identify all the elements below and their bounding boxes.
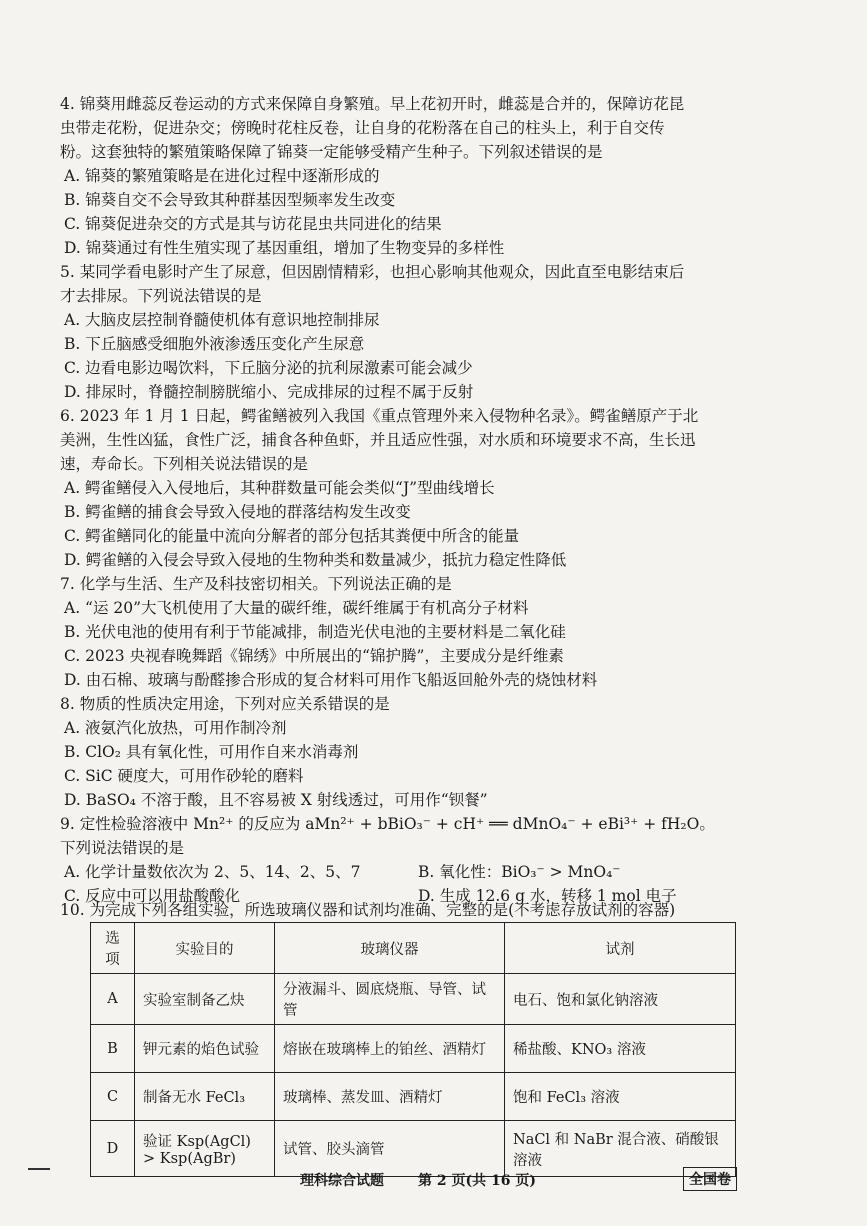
question-stem-line: 4. 锦葵用雌蕊反卷运动的方式来保障自身繁殖。早上花初开时，雌蕊是合并的，保障访花昆 [60,95,685,113]
option-b: B. 鳄雀鳝的捕食会导致入侵地的群落结构发生改变 [64,503,411,521]
question-stem-line: 粉。这套独特的繁殖策略保障了锦葵一定能够受精产生种子。下列叙述错误的是 [60,143,603,161]
option-a: A. 液氨汽化放热，可用作制冷剂 [64,719,287,737]
table-cell: 电石、饱和氯化钠溶液 [505,974,736,1025]
option-d: D. 鳄雀鳝的入侵会导致入侵地的生物种类和数量减少，抵抗力稳定性降低 [64,551,567,569]
table-cell: 熔嵌在玻璃棒上的铂丝、酒精灯 [275,1025,505,1073]
option-b: B. 氧化性：BiO₃⁻ > MnO₄⁻ [418,863,621,881]
table-cell: 玻璃棒、蒸发皿、酒精灯 [275,1073,505,1121]
table-cell: 验证 Ksp(AgCl) > Ksp(AgBr) [135,1121,275,1177]
option-a: A. 锦葵的繁殖策略是在进化过程中逐渐形成的 [64,167,380,185]
question-8 [60,692,750,812]
table-cell: 饱和 FeCl₃ 溶液 [505,1073,736,1121]
table-header: 实验目的 [135,923,275,974]
option-b: B. 光伏电池的使用有利于节能减排，制造光伏电池的主要材料是二氧化硅 [64,623,566,641]
table-row [91,1121,736,1177]
page-number: 第 2 页(共 16 页) [418,1173,536,1189]
question-6 [60,404,750,572]
table-cell: C [91,1073,135,1121]
table-cell: A [91,974,135,1025]
option-c: C. 锦葵促进杂交的方式是其与访花昆虫共同进化的结果 [64,215,442,233]
option-d: D. 由石棉、玻璃与酚醛掺合形成的复合材料可用作飞船返回舱外壳的烧蚀材料 [64,671,598,689]
option-d: D. BaSO₄ 不溶于酸，且不容易被 X 射线透过，可用作“钡餐” [64,791,488,809]
table-header: 玻璃仪器 [275,923,505,974]
option-b: B. 下丘脑感受细胞外液渗透压变化产生尿意 [64,335,365,353]
question-stem-line: 才去排尿。下列说法错误的是 [60,287,262,305]
option-b: B. 锦葵自交不会导致其种群基因型频率发生改变 [64,191,396,209]
question-stem-line: 虫带走花粉，促进杂交；傍晚时花柱反卷，让自身的花粉落在自己的柱头上，利于自交传 [60,119,665,137]
table-row [91,1025,736,1073]
exam-badge: 全国卷 [683,1167,737,1191]
question-stem-line: 5. 某同学看电影时产生了尿意，但因剧情精彩，也担心影响其他观众，因此直至电影结束后 [60,263,685,281]
option-c: C. 边看电影边喝饮料，下丘脑分泌的抗利尿激素可能会减少 [64,359,473,377]
option-c: C. 鳄雀鳝同化的能量中流向分解者的部分包括其粪便中所含的能量 [64,527,520,545]
question-stem-line: 8. 物质的性质决定用途，下列对应关系错误的是 [60,695,390,713]
question-stem-line: 10. 为完成下列各组实验，所选玻璃仪器和试剂均准确、完整的是(不考虑存放试剂的容器) [60,901,676,919]
option-a: A. 化学计量数依次为 2、5、14、2、5、7 [64,863,361,881]
option-d: D. 排尿时，脊髓控制膀胱缩小、完成排尿的过程不属于反射 [64,383,474,401]
option-c: C. 2023 央视春晚舞蹈《锦绣》中所展出的“锦护腾”，主要成分是纤维素 [64,647,564,665]
option-c: C. SiC 硬度大，可用作砂轮的磨料 [64,767,304,785]
option-row [60,860,750,884]
table-cell: 实验室制备乙炔 [135,974,275,1025]
exam-title: 理科综合试题 [300,1173,384,1189]
question-4 [60,92,750,260]
question-stem-line: 速，寿命长。下列相关说法错误的是 [60,455,309,473]
question-stem-line: 6. 2023 年 1 月 1 日起，鳄雀鳝被列入我国《重点管理外来入侵物种名录》。鳄雀鳝原产于北 [60,407,699,425]
table-row [91,974,736,1025]
table-cell: 钾元素的焰色试验 [135,1025,275,1073]
table-header-row [91,923,736,974]
option-d: D. 锦葵通过有性生殖实现了基因重组，增加了生物变异的多样性 [64,239,505,257]
table-header: 试剂 [505,923,736,974]
table-header: 选项 [91,923,135,974]
question-stem-line: 下列说法错误的是 [60,839,185,857]
table-row [91,1073,736,1121]
table-cell: 分液漏斗、圆底烧瓶、导管、试管 [275,974,505,1025]
option-b: B. ClO₂ 具有氧化性，可用作自来水消毒剂 [64,743,359,761]
table-cell: B [91,1025,135,1073]
question-stem-line: 9. 定性检验溶液中 Mn²⁺ 的反应为 aMn²⁺ + bBiO₃⁻ + cH⁺ ══ dMnO₄⁻ + eBi³⁺ + fH₂O。 [60,815,715,833]
question-9 [60,812,750,908]
option-d: D. 生成 12.6 g 水，转移 1 mol 电子 [418,887,677,905]
experiment-table [90,922,736,1177]
question-stem-line: 7. 化学与生活、生产及科技密切相关。下列说法正确的是 [60,575,452,593]
question-5 [60,260,750,404]
question-7 [60,572,750,692]
table-cell: 试管、胶头滴管 [275,1121,505,1177]
option-a: A. 大脑皮层控制脊髓使机体有意识地控制排尿 [64,311,380,329]
table-cell: NaCl 和 NaBr 混合液、硝酸银溶液 [505,1121,736,1177]
option-a: A. “运 20”大飞机使用了大量的碳纤维，碳纤维属于有机高分子材料 [64,599,529,617]
table-cell: 制备无水 FeCl₃ [135,1073,275,1121]
question-10 [60,898,750,922]
option-a: A. 鳄雀鳝侵入入侵地后，其种群数量可能会类似“J”型曲线增长 [64,479,495,497]
table-cell: D [91,1121,135,1177]
footer-divider [28,1168,50,1170]
option-c: C. 反应中可以用盐酸酸化 [64,887,241,905]
table-cell: 稀盐酸、KNO₃ 溶液 [505,1025,736,1073]
question-stem-line: 美洲，生性凶猛，食性广泛，捕食各种鱼虾，并且适应性强，对水质和环境要求不高，生长迅 [60,431,696,449]
